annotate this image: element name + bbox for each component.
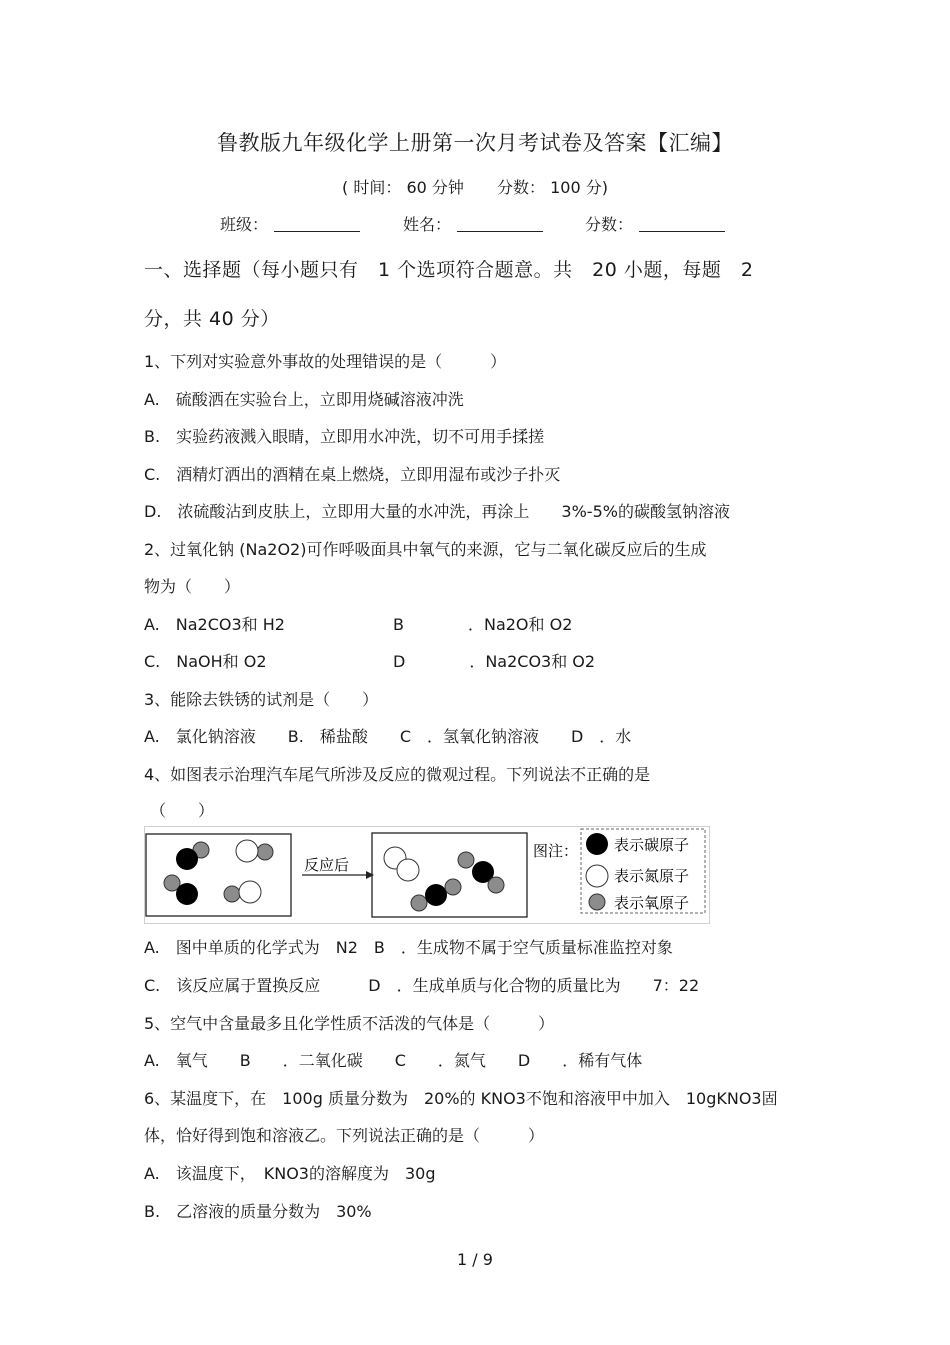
arrow-label: 反应后 xyxy=(304,856,350,874)
oxygen-atom xyxy=(445,879,461,895)
question-2-option-c: C. NaOH和 O2 xyxy=(144,652,267,671)
legend-carbon-label: 表示碳原子 xyxy=(614,836,690,854)
question-5-options: A. 氧气 B ．二氧化碳 C ．氮气 D ．稀有气体 xyxy=(144,1051,643,1070)
question-1-option-c: C. 酒精灯洒出的酒精在桌上燃烧，立即用湿布或沙子扑灭 xyxy=(144,465,561,484)
class-field xyxy=(220,212,360,235)
oxygen-atom xyxy=(488,877,504,893)
exam-score: 分数： 100 分) xyxy=(497,178,608,197)
question-3: 3、能除去铁锈的试剂是（ ） xyxy=(144,690,379,709)
legend-oxygen-label: 表示氧原子 xyxy=(614,894,690,912)
question-4-options-cd: C. 该反应属于置换反应 D ．生成单质与化合物的质量比为 7：22 xyxy=(144,976,700,995)
question-6-option-a: A. 该温度下， KNO3的溶解度为 30g xyxy=(144,1164,436,1183)
question-2: 2、过氧化钠 (Na2O2)可作呼吸面具中氧气的来源，它与二氧化碳反应后的生成 xyxy=(144,540,707,559)
name-label: 姓名： xyxy=(403,215,452,234)
exam-time: ( 时间： 60 分钟 xyxy=(342,178,464,197)
nitrogen-atom xyxy=(236,840,258,862)
document-title: 鲁教版九年级化学上册第一次月考试卷及答案【汇编】 xyxy=(217,131,733,155)
name-field xyxy=(403,212,543,235)
question-6: 6、某温度下，在 100g 质量分数为 20%的 KNO3不饱和溶液甲中加入 10gKNO3固 xyxy=(144,1089,778,1108)
question-6-option-b: B. 乙溶液的质量分数为 30% xyxy=(144,1202,372,1221)
score-label: 分数： xyxy=(585,215,634,234)
name-blank xyxy=(457,215,543,232)
oxygen-atom xyxy=(458,852,474,868)
oxygen-atom xyxy=(224,886,240,902)
class-blank xyxy=(274,215,360,232)
carbon-atom xyxy=(176,883,198,905)
carbon-atom xyxy=(176,848,198,870)
legend-carbon-swatch xyxy=(586,833,608,855)
question-1: 1、下列对实验意外事故的处理错误的是（ ） xyxy=(144,352,507,371)
section-heading-line2: 分，共 40 分） xyxy=(144,308,280,330)
nitrogen-atom xyxy=(397,859,419,881)
question-2-option-a: A. Na2CO3和 H2 xyxy=(144,615,285,634)
question-3-options: A. 氯化钠溶液 B. 稀盐酸 C ．氢氧化钠溶液 D ．水 xyxy=(144,727,632,746)
question-1-option-b: B. 实验药液溅入眼睛，立即用水冲洗，切不可用手揉搓 xyxy=(144,427,545,446)
legend-nitrogen-swatch xyxy=(586,865,608,887)
page-number: 1 / 9 xyxy=(457,1250,493,1269)
legend-title: 图注： xyxy=(533,842,579,860)
question-4: 4、如图表示治理汽车尾气所涉及反应的微观过程。下列说法不正确的是 xyxy=(144,765,651,784)
question-1-option-a: A. 硫酸洒在实验台上，立即用烧碱溶液冲洗 xyxy=(144,390,464,409)
score-field xyxy=(585,212,725,235)
legend-oxygen-swatch xyxy=(589,894,605,910)
carbon-atom xyxy=(425,884,447,906)
nitrogen-atom xyxy=(239,881,261,903)
question-2-option-b: B ．Na2O和 O2 xyxy=(393,615,573,634)
oxygen-atom xyxy=(411,895,427,911)
question-6-cont: 体，恰好得到饱和溶液乙。下列说法正确的是（ ） xyxy=(144,1126,545,1145)
reaction-diagram xyxy=(144,826,710,924)
legend-nitrogen-label: 表示氮原子 xyxy=(614,867,690,885)
question-2-option-d: D ．Na2CO3和 O2 xyxy=(393,652,596,671)
section-heading-line1: 一、选择题（每小题只有 1 个选项符合题意。共 20 小题，每题 2 xyxy=(144,259,754,281)
question-1-option-d: D. 浓硫酸沾到皮肤上，立即用大量的水冲洗，再涂上 3%-5%的碳酸氢钠溶液 xyxy=(144,502,730,521)
score-blank xyxy=(639,215,725,232)
exam-info xyxy=(0,175,950,198)
question-4-paren: （ ） xyxy=(150,801,215,820)
oxygen-atom xyxy=(257,844,273,860)
class-label: 班级： xyxy=(220,215,269,234)
question-4-options-ab: A. 图中单质的化学式为 N2 B ．生成物不属于空气质量标准监控对象 xyxy=(144,938,673,957)
question-2-cont: 物为（ ） xyxy=(144,577,241,596)
question-5: 5、空气中含量最多且化学性质不活泼的气体是（ ） xyxy=(144,1014,555,1033)
